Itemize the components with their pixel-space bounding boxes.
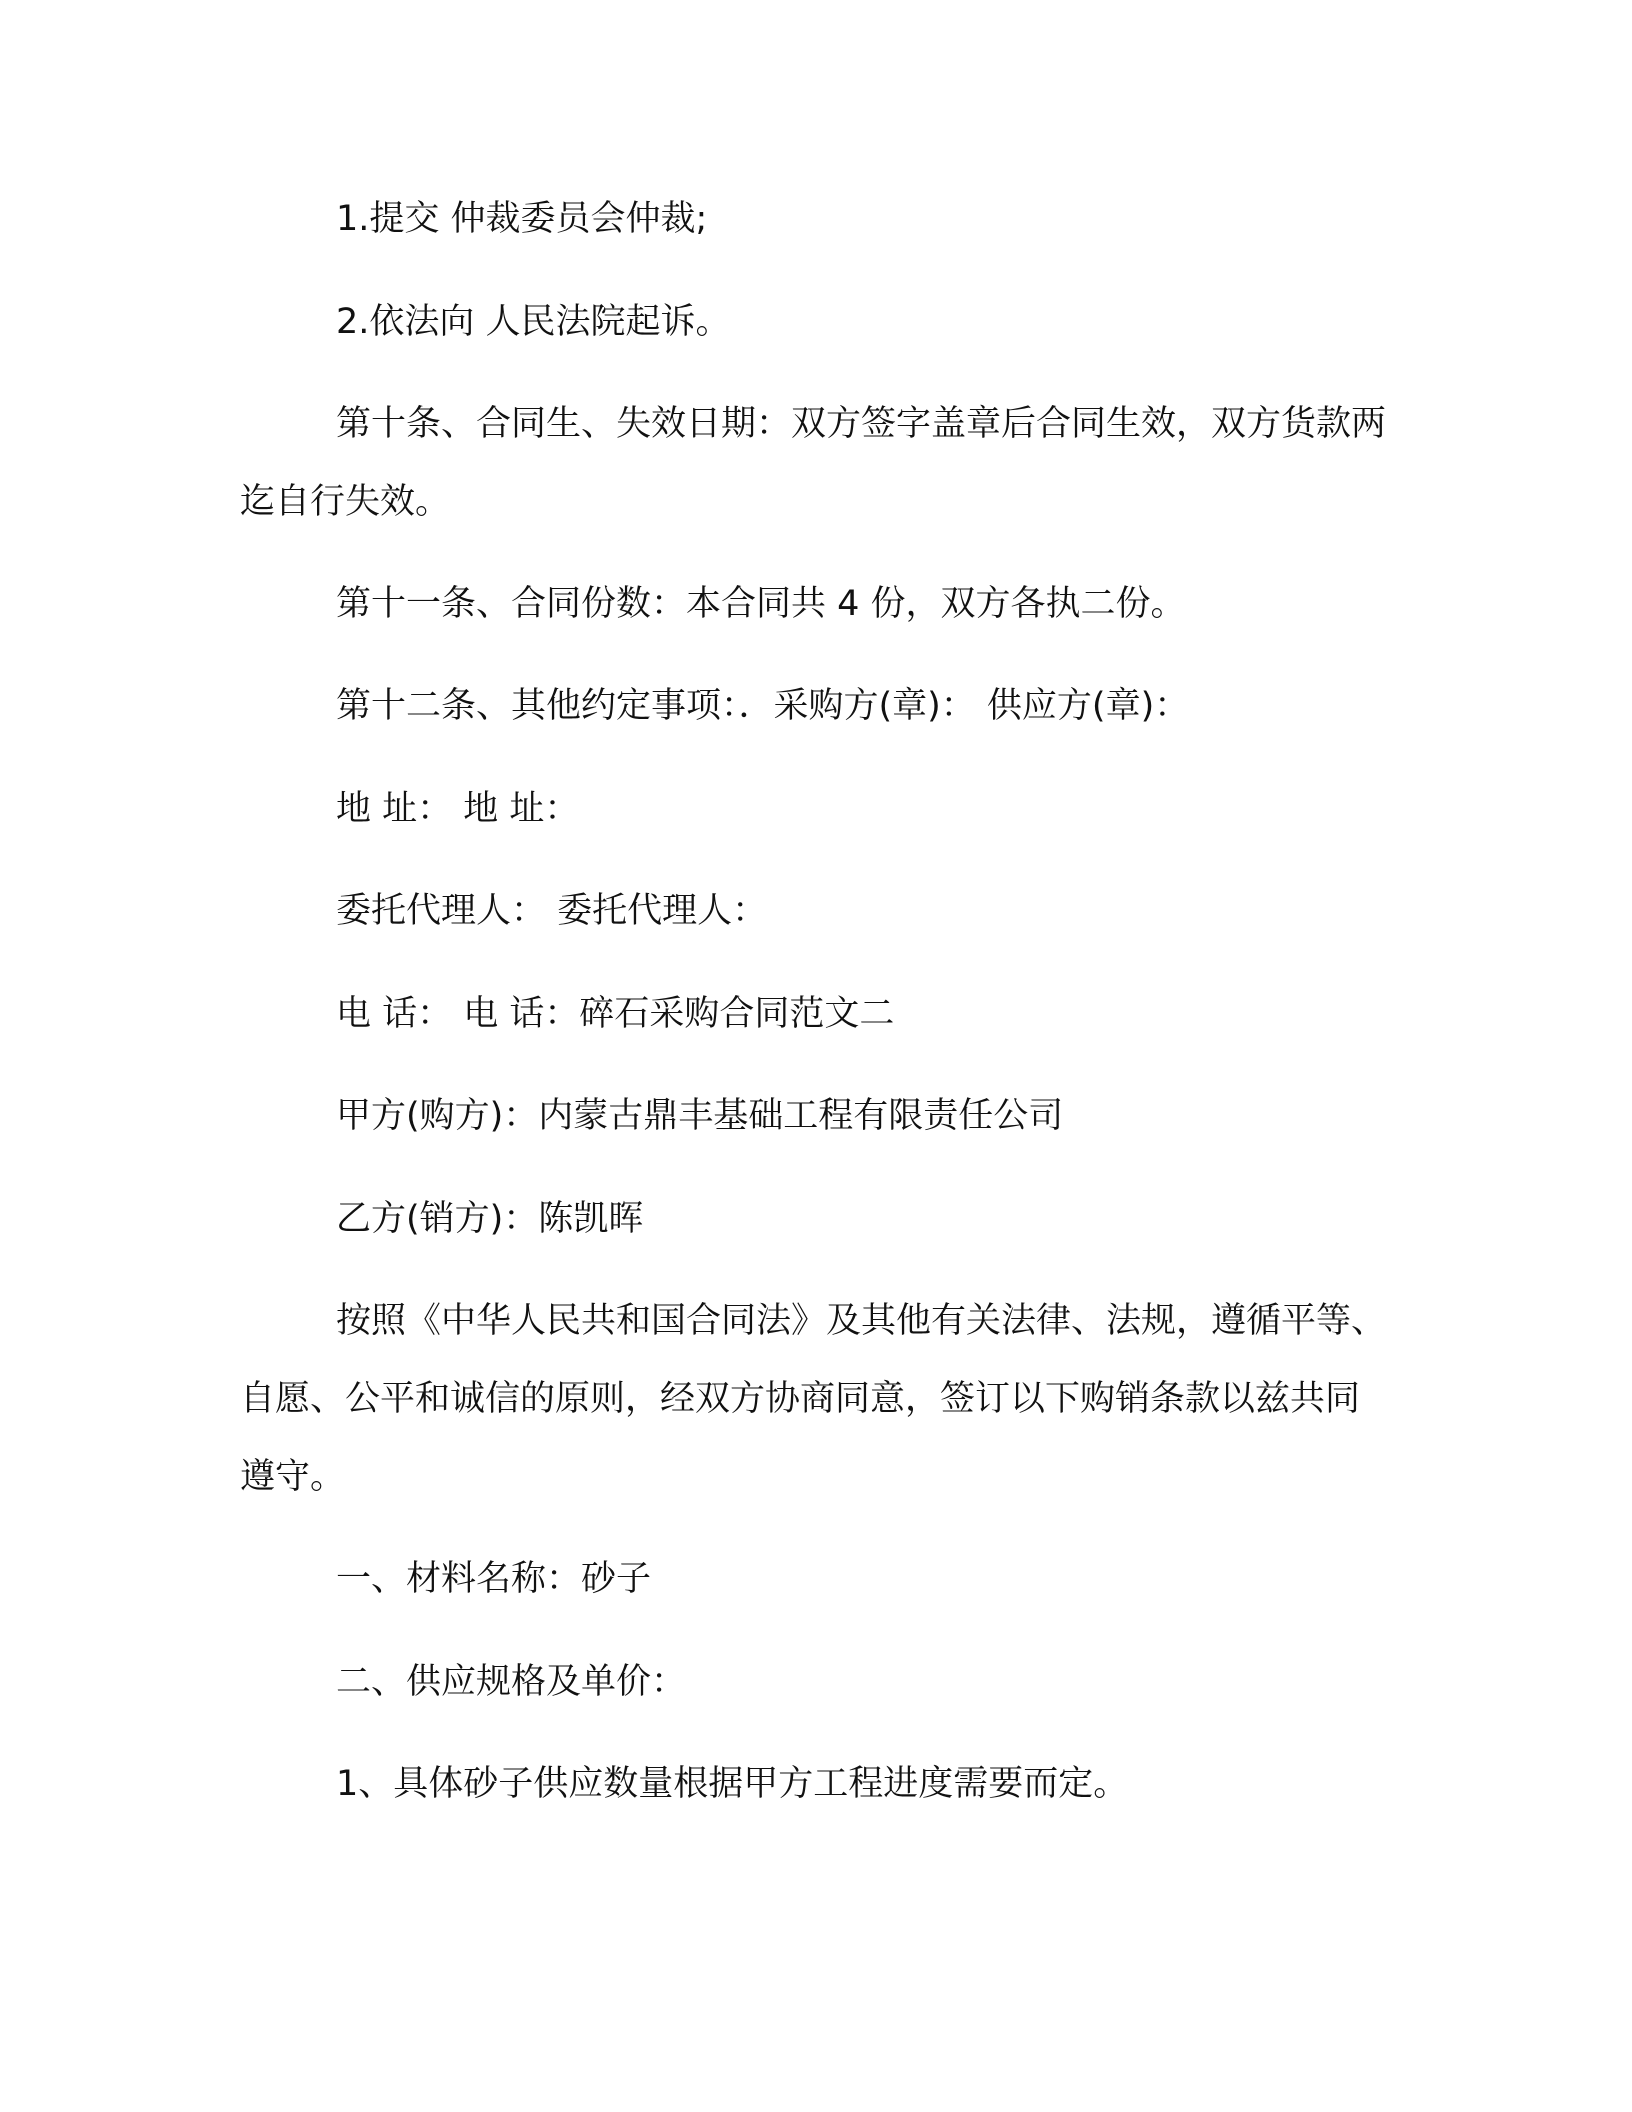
paragraph-quantity: 1、具体砂子供应数量根据甲方工程进度需要而定。 <box>336 1764 1129 1804</box>
paragraph-lawsuit: 2.依法向 人民法院起诉。 <box>336 302 731 342</box>
paragraph-material-name: 一、材料名称：砂子 <box>336 1559 652 1599</box>
paragraph-phone: 电 话： 电 话：碎石采购合同范文二 <box>336 994 895 1034</box>
paragraph-party-a: 甲方(购方)：内蒙古鼎丰基础工程有限责任公司 <box>336 1096 1064 1136</box>
paragraph-article-12: 第十二条、其他约定事项：．采购方(章)： 供应方(章)： <box>336 686 1190 726</box>
paragraph-arbitration: 1.提交 仲裁委员会仲裁; <box>336 199 708 239</box>
paragraph-article-11: 第十一条、合同份数：本合同共 4 份，双方各执二份。 <box>336 584 1186 624</box>
paragraph-preamble: 按照《中华人民共和国合同法》及其他有关法律、法规，遵循平等、自愿、公平和诚信的原则，经双方协商同意，签订以下购销条款以兹共同遵守。 <box>240 1301 1387 1497</box>
paragraph-spec-price: 二、供应规格及单价： <box>336 1662 687 1702</box>
paragraph-party-b: 乙方(销方)：陈凯晖 <box>336 1199 644 1239</box>
paragraph-address: 地 址： 地 址： <box>336 789 580 829</box>
paragraph-agent: 委托代理人： 委托代理人： <box>336 891 768 931</box>
paragraph-article-10: 第十条、合同生、失效日期：双方签字盖章后合同生效，双方货款两迄自行失效。 <box>240 404 1387 522</box>
